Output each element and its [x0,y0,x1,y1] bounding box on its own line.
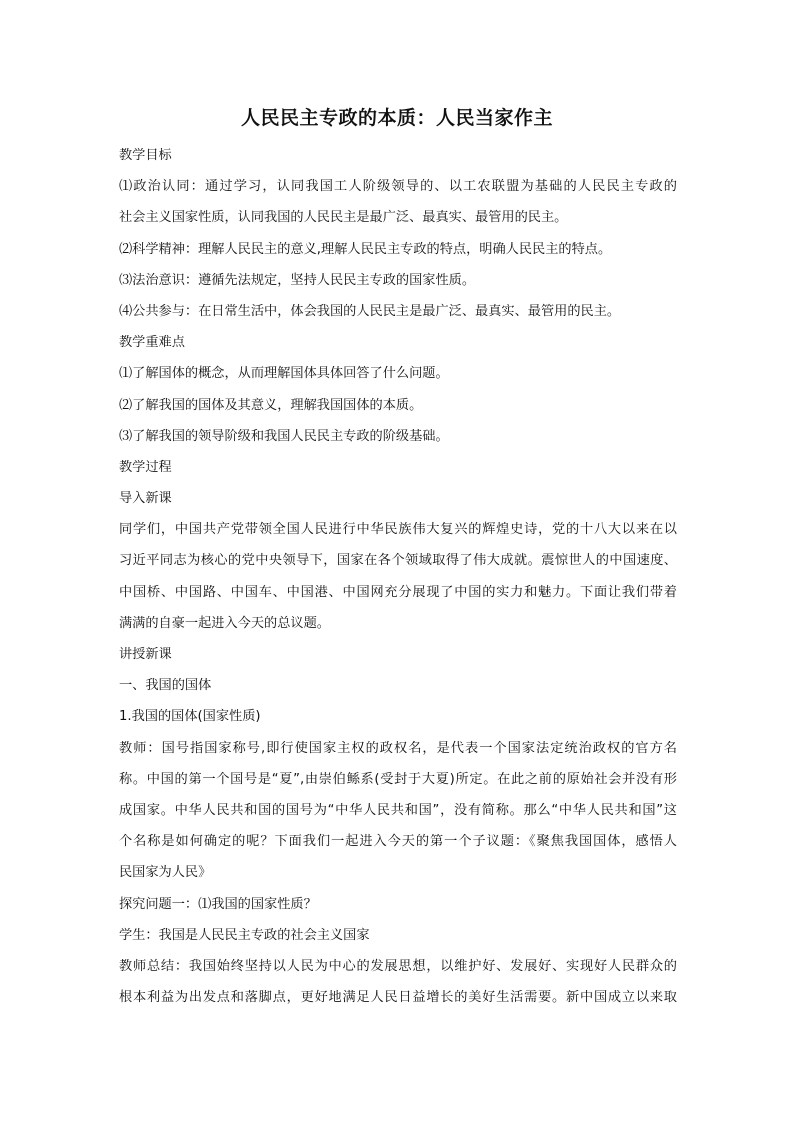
text-line: 教师：国号指国家称号,即行使国家主权的政权名，是代表一个国家法定统治政权的官方名 [119,740,677,756]
text-line: 探究问题一：⑴我国的国家性质？ [119,896,317,912]
text-line: 教师总结：我国始终坚持以人民为中心的发展思想，以维护好、发展好、实现好人民群众的 [119,958,677,974]
text-line: 同学们，中国共产党带领全国人民进行中华民族伟大复兴的辉煌史诗，党的十八大以来在以 [119,522,677,538]
text-line: 教学目标 [119,148,172,163]
text-line: 导入新课 [119,491,172,507]
text-line: 习近平同志为核心的党中央领导下，国家在各个领域取得了伟大成就。震惊世人的中国速度、 [119,553,677,569]
text-line: ⑷公共参与：在日常生活中，体会我国的人民民主是最广泛、最真实、最管用的民主。 [119,303,621,319]
text-line: 满满的自豪一起进入今天的总议题。 [119,615,330,631]
text-line: 教学重难点 [119,335,185,351]
text-line: 称。中国的第一个国号是“夏”,由崇伯鲧系(受封于大夏)所定。在此之前的原始社会并没有形 [119,771,677,787]
document-body [119,140,677,1013]
text-line: 教学过程 [119,459,172,475]
text-line: ⑴了解国体的概念，从而理解国体具体回答了什么问题。 [119,366,449,382]
text-line: 社会主义国家性质，认同我国的人民民主是最广泛、最真实、最管用的民主。 [119,210,568,226]
text-line: 成国家。中华人民共和国的国号为“中华人民共和国”，没有简称。那么“中华人民共和国”这 [119,802,677,818]
text-line: 根本利益为出发点和落脚点，更好地满足人民日益增长的美好生活需要。新中国成立以来取 [119,990,677,1006]
text-line: ⑵科学精神：理解人民民主的意义,理解人民民主专政的特点，明确人民民主的特点。 [119,241,612,257]
text-line: ⑶法治意识：遵循先法规定，坚持人民民主专政的国家性质。 [119,272,476,288]
text-line: 个名称是如何确定的呢？下面我们一起进入今天的第一个子议题：《聚焦我国国体，感悟人 [119,834,677,850]
text-line: 一、我国的国体 [119,678,212,694]
text-line: ⑵了解我国的国体及其意义，理解我国国体的本质。 [119,397,423,413]
document-title: 人民民主专政的本质：人民当家作主 [240,107,553,129]
text-line: ⑴政治认同：通过学习，认同我国工人阶级领导的、以工农联盟为基础的人民民主专政的 [119,179,677,195]
text-line: 学生：我国是人民民主专政的社会主义国家 [119,927,370,943]
text-line: 中国桥、中国路、中国车、中国港、中国网充分展现了中国的实力和魅力。下面让我们带着 [119,584,677,600]
text-line: ⑶了解我国的领导阶级和我国人民民主专政的阶级基础。 [119,428,449,444]
text-line: 讲授新课 [119,647,172,662]
text-line: 1.我国的国体(国家性质) [119,709,261,725]
text-line: 民国家为人民》 [119,865,212,881]
